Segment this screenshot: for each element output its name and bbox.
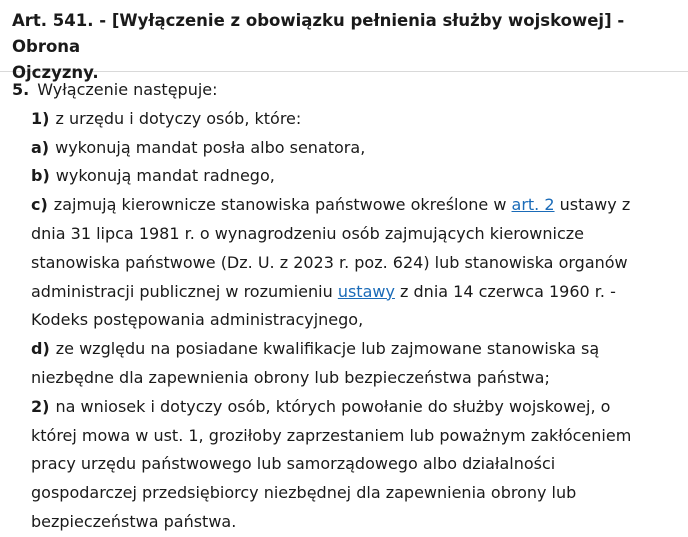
lit-c-line-4-before-link: administracji publicznej w rozumieniu: [31, 281, 333, 301]
pkt-2-text-line-1: na wniosek i dotyczy osób, których powołanie do służby wojskowej, o: [55, 396, 611, 416]
article-content: [0, 76, 688, 537]
lit-c-line-2: dnia 31 lipca 1981 r. o wynagrodzeniu osób zajmujących kierownicze: [31, 223, 585, 243]
lit-c-text-after-link: ustawy z: [559, 195, 631, 215]
lit-d-letter: d): [31, 339, 50, 359]
pkt-2-number: 2): [31, 396, 50, 416]
pkt-1-text: z urzędu i dotyczy osób, które:: [55, 108, 302, 128]
lit-d-line-2: niezbędne dla zapewnienia obrony lub bezpieczeństwa państwa;: [31, 367, 550, 387]
lit-b-letter: b): [31, 166, 50, 186]
article-title-line-1: Art. 541. - [Wyłączenie z obowiązku pełnienia służby wojskowej] - Obrona: [12, 11, 625, 56]
ust-5-line: [12, 76, 676, 105]
lit-b-text: wykonują mandat radnego,: [55, 166, 275, 186]
pkt-2-line-1: [12, 393, 676, 422]
ust-text: Wyłączenie następuje:: [37, 80, 218, 99]
art-2-link[interactable]: art. 2: [511, 195, 555, 215]
lit-d-text-line-1: ze względu na posiadane kwalifikacje lub zajmowane stanowiska są: [55, 339, 600, 359]
pkt-2-line-4: gospodarczej przedsiębiorcy niezbędnej dla zapewnienia obrony lub: [31, 483, 577, 503]
ustawy-link[interactable]: ustawy: [337, 281, 395, 301]
article-header: [0, 0, 688, 82]
pkt-1-line: [12, 105, 676, 134]
lit-b-line: [12, 162, 676, 191]
pkt-2-line-3: pracy urzędu państwowego lub samorządowego albo działalności: [31, 454, 556, 474]
pkt-1-number: 1): [31, 108, 50, 128]
lit-a-text: wykonują mandat posła albo senatora,: [55, 137, 366, 157]
lit-c-line-5: Kodeks postępowania administracyjnego,: [31, 310, 364, 330]
pkt-2-line-5: bezpieczeństwa państwa.: [31, 511, 237, 531]
lit-c-line-3: stanowiska państwowe (Dz. U. z 2023 r. poz. 624) lub stanowiska organów: [31, 252, 628, 272]
article-title-line-2: Ojczyzny.: [12, 63, 99, 82]
lit-a-line: [12, 134, 676, 163]
pkt-2-line-2: której mowa w ust. 1, groziłoby zaprzestaniem lub poważnym zakłóceniem: [31, 425, 632, 445]
lit-c-line-4: [12, 278, 676, 307]
lit-c-line-1: [12, 191, 676, 220]
lit-a-letter: a): [31, 137, 50, 157]
lit-d-line-1: [12, 335, 676, 364]
ust-number: 5.: [12, 80, 30, 99]
article-title: [12, 8, 676, 86]
lit-c-text-before-link: zajmują kierownicze stanowiska państwowe określone w: [53, 195, 507, 215]
lit-c-line-4-after-link: z dnia 14 czerwca 1960 r. -: [400, 281, 616, 301]
lit-c-letter: c): [31, 195, 48, 215]
